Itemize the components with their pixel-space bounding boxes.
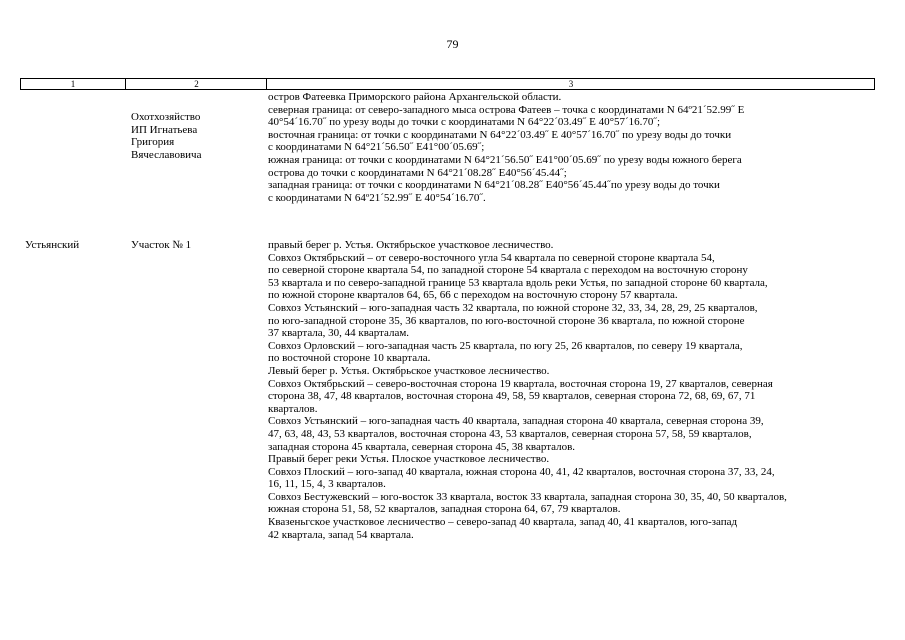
row1-description-line: западная граница: от точки с координатами N 64°21´08.28˝ E40°56´45.44˝по урезу воды до точки [268, 179, 720, 192]
row2-description-line: Квазеньгское участковое лесничество – северо-запад 40 квартала, запад 40, 41 кварталов, юго-запад [268, 516, 738, 529]
row1-description-line: южная граница: от точки с координатами N 64°21´56.50˝ E41°00´05.69˝ по урезу воды южного берега [268, 153, 742, 166]
row2-description [268, 239, 868, 541]
column-header-row [20, 78, 875, 90]
row2-description-line: Совхоз Октябрьский – от северо-восточного угла 54 квартала по северной стороне квартала 54, [268, 251, 715, 264]
row2-description-line: Совхоз Октябрьский – северо-восточная сторона 19 квартала, восточная сторона 19, 27 кварталов, северная [268, 377, 773, 390]
row1-owner-line: Григория [131, 136, 175, 149]
row2-description-line: 53 квартала и по северо-западной границе 53 квартала вдоль реки Устья, по западной стороне 60 квартала, [268, 276, 768, 289]
row1-description-line: с координатами N 64º21´52.99˝ E 40°54´16.70˝. [268, 191, 486, 204]
row2-description-line: сторона 38, 47, 48 кварталов, восточная сторона 49, 58, 59 кварталов, северная сторона 72, 68, 69, 67, 71 [268, 390, 756, 403]
row2-description-line: западная сторона 45 квартала, северная сторона 45, 38 кварталов. [268, 440, 576, 453]
row2-description-line: Совхоз Устьянский – юго-западная часть 32 квартала, по южной стороне 32, 33, 34, 28, 29, 25 кварталов, [268, 301, 758, 314]
column-header-3: 3 [266, 79, 875, 89]
row2-description-line: по северной стороне квартала 54, по западной стороне 54 квартала с переходом на восточную сторону [268, 264, 748, 277]
row2-description-line: 16, 11, 15, 4, 3 кварталов. [268, 478, 386, 491]
row2-description-line: Совхоз Устьянский – юго-западная часть 40 квартала, западная сторона 40 квартала, северная сторона 39, [268, 415, 764, 428]
row2-description-line: по южной стороне кварталов 64, 65, 66 с переходом на восточную сторону 57 квартала. [268, 289, 678, 302]
row2-description-line: Левый берег р. Устья. Октябрьское участковое лесничество. [268, 364, 550, 377]
row2-description-line: кварталов. [268, 402, 318, 415]
row1-description-line: остров Фатеевка Приморского района Архангельской области. [268, 91, 562, 103]
row1-description-line: с координатами N 64°21´56.50˝ E41°00´05.69˝; [268, 141, 485, 154]
row2-description-line: Совхоз Плоский – юго-запад 40 квартала, южная сторона 40, 41, 42 кварталов, восточная сторона 37, 33, 24, [268, 465, 775, 478]
row2-description-line: Совхоз Бестужевский – юго-восток 33 квартала, восток 33 квартала, западная сторона 30, 35, 40, 50 кварталов, [268, 490, 787, 503]
row1-description [268, 91, 868, 204]
column-header-2: 2 [125, 79, 267, 89]
row1-owner-line: ИП Игнатьева [131, 123, 198, 136]
column-header-1: 1 [70, 79, 76, 89]
row1-owner-line: Охотхозяйство [131, 111, 201, 123]
row2-owner-line: Участок № 1 [131, 239, 192, 251]
row2-description-line: 47, 63, 48, 43, 53 кварталов, восточная сторона 43, 53 кварталов, северная сторона 57, 58, 59 кварталов, [268, 427, 752, 440]
row2-description-line: 37 квартала, 30, 44 кварталам. [268, 327, 410, 340]
row1-description-line: северная граница: от северо-западного мыса острова Фатеев – точка с координатами N 64º21´52.99˝ E [268, 103, 745, 116]
row2-description-line: Совхоз Орловский – юго-западная часть 25 квартала, по югу 25, 26 кварталов, по северу 19 квартала, [268, 339, 743, 352]
row1-description-line: 40°54´16.70˝ по урезу воды до точки с координатами N 64°22´03.49˝ E 40°57´16.70˝; [268, 116, 661, 129]
row2-description-line: по восточной стороне 10 квартала. [268, 352, 431, 365]
row2-description-line: южная сторона 51, 58, 52 кварталов, западная сторона 64, 67, 79 кварталов. [268, 503, 621, 516]
row1-owner [131, 111, 201, 161]
row2-description-line: правый берег р. Устья. Октябрьское участковое лесничество. [268, 239, 554, 251]
page-number: 79 [446, 37, 459, 51]
row2-description-line: 42 квартала, запад 54 квартала. [268, 528, 414, 541]
row1-description-line: восточная граница: от точки с координатами N 64°22´03.49˝ E 40°57´16.70˝ по урезу воды до точки [268, 128, 732, 141]
row2-description-line: по юго-западной стороне 35, 36 кварталов, по юго-восточной стороне 36 квартала, по южной стороне [268, 314, 745, 327]
row1-description-line: острова до точки с координатами N 64°21´08.28˝ E40°56´45.44˝; [268, 166, 567, 179]
row2-owner [131, 239, 191, 252]
row2-description-line: Правый берег реки Устья. Плоское участковое лесничество. [268, 453, 550, 466]
row2-district: Устьянский [25, 239, 80, 251]
row1-owner-line: Вячеславовича [131, 148, 202, 161]
